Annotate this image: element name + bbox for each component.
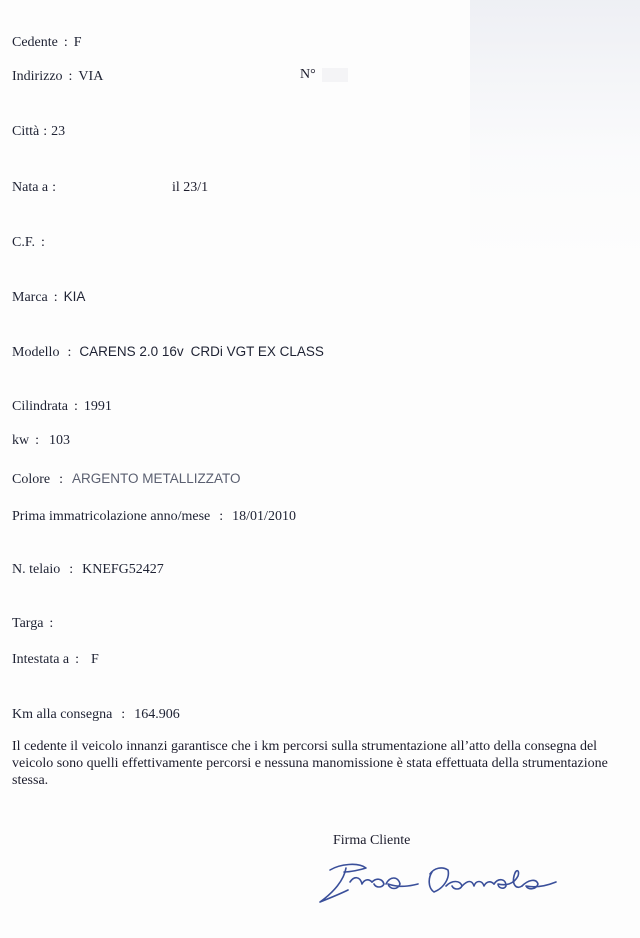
telaio-row: [12, 561, 164, 579]
targa-sep: :: [49, 616, 54, 631]
telaio-sep: :: [69, 562, 74, 577]
nata-il-value: 23/1: [183, 180, 209, 195]
modello-row: [12, 343, 324, 362]
numero-civico: [300, 66, 348, 84]
targa-row: [12, 615, 59, 633]
kw-label: kw: [12, 433, 30, 448]
colore-label: Colore: [12, 472, 51, 487]
cilindrata-row: [12, 398, 112, 416]
intestata-label: Intestata a: [12, 652, 70, 667]
telaio-value: KNEFG52427: [82, 562, 164, 577]
firma-cliente-label: Firma Cliente: [333, 833, 411, 848]
cedente-value: F: [73, 35, 82, 50]
cf-row: [12, 234, 51, 252]
cedente-row: [12, 34, 82, 52]
prima-immatricolazione-sep: :: [219, 509, 224, 524]
marca-sep: :: [53, 290, 58, 305]
modello-label: Modello: [12, 345, 60, 360]
km-row: [12, 706, 180, 724]
intestata-value: F: [91, 652, 99, 667]
modello-version: CRDi VGT EX CLASS: [190, 344, 324, 359]
indirizzo-row: [12, 68, 103, 86]
marca-value: KIA: [63, 289, 86, 304]
prima-immatricolazione-label: Prima immatricolazione anno/mese: [12, 509, 211, 524]
kw-value: 103: [49, 433, 71, 448]
cf-label: C.F.: [12, 235, 36, 250]
citta-label: Città: [12, 124, 40, 139]
prima-immatricolazione-row: [12, 508, 296, 526]
targa-label: Targa: [12, 616, 44, 631]
prima-immatricolazione-value: 18/01/2010: [232, 509, 296, 524]
nata-sep: :: [52, 180, 57, 195]
kw-sep: :: [35, 433, 40, 448]
nata-label: Nata a: [12, 180, 49, 195]
numero-label: N°: [300, 67, 316, 82]
kw-row: [12, 432, 70, 450]
cf-sep: :: [41, 235, 45, 250]
km-label: Km alla consegna: [12, 707, 113, 722]
colore-row: [12, 470, 241, 489]
cilindrata-sep: :: [74, 399, 78, 414]
scan-bleed-through: [470, 0, 640, 260]
citta-row: [12, 123, 65, 141]
intestata-sep: :: [75, 652, 80, 667]
nata-il: [172, 179, 208, 197]
indirizzo-value: VIA: [78, 69, 104, 84]
intestata-row: [12, 651, 99, 669]
modello-sep: :: [67, 345, 72, 360]
citta-value: 23: [51, 124, 66, 139]
cedente-label: Cedente: [12, 35, 58, 50]
modello-value: CARENS 2.0 16v: [79, 344, 184, 359]
colore-value: ARGENTO METALLIZZATO: [72, 471, 241, 486]
citta-sep: :: [43, 124, 48, 139]
km-sep: :: [121, 707, 126, 722]
colore-sep: :: [59, 472, 63, 487]
telaio-label: N. telaio: [12, 562, 61, 577]
km-value: 164.906: [134, 707, 180, 722]
indirizzo-sep: :: [68, 69, 73, 84]
handwritten-signature: [310, 858, 590, 908]
redacted-area: [322, 68, 348, 82]
nata-row: [12, 179, 312, 197]
declaration-text: Il cedente il veicolo innanzi garantisce che i km percorsi sulla strumentazione all’atto della consegna del veicolo sono quelli effettivamente percorsi e nessuna manomissione è stata effettuata della strumentazione stessa.: [12, 739, 608, 788]
marca-row: [12, 288, 85, 307]
nata-il-label: il: [172, 180, 180, 195]
cedente-sep: :: [63, 35, 68, 50]
marca-label: Marca: [12, 290, 48, 305]
indirizzo-label: Indirizzo: [12, 69, 63, 84]
cilindrata-value: 1991: [83, 399, 112, 414]
cilindrata-label: Cilindrata: [12, 399, 68, 414]
